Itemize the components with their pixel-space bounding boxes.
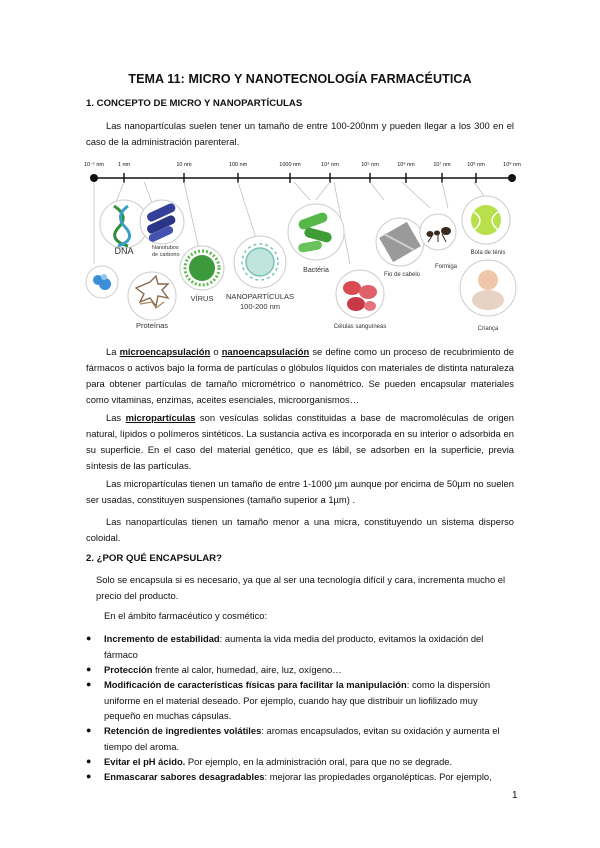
page-title: TEMA 11: MICRO Y NANOTECNOLOGÍA FARMACÉUTICA: [128, 72, 472, 86]
virus-image: [180, 246, 224, 290]
paragraph-scope: En el ámbito farmacéutico y cosmético:: [104, 610, 268, 621]
section-1-heading: 1. CONCEPTO DE MICRO Y NANOPARTÍCULAS: [86, 98, 303, 109]
label-child: Criança: [477, 326, 499, 332]
label-nanotubes-2: de carbono: [152, 252, 180, 258]
bacteria-image: [288, 204, 344, 260]
nanoparticles-image: [234, 236, 286, 288]
scale-label: 10⁶ nm: [397, 162, 415, 168]
hair-image: [376, 218, 424, 266]
proteins-image: [128, 272, 176, 320]
scale-label: 10⁸ nm: [467, 162, 485, 168]
section-2-heading: 2. ¿POR QUÉ ENCAPSULAR?: [86, 553, 222, 564]
bullet-item: ● Retención de ingredientes volátiles: aromas encapsulados, evitan su oxidación y aumenta el tiempo del aroma.: [86, 725, 500, 752]
scale-label: 100 nm: [228, 162, 248, 168]
label-bacteria: Bactéria: [303, 267, 329, 274]
bullet-item: ● Enmascarar sabores desagradables: mejorar las propiedades organolépticas. Por ejemplo,: [86, 771, 492, 782]
label-tennis-ball: Bola de ténis: [470, 250, 506, 256]
scale-label: 10⁻¹ nm: [84, 162, 105, 168]
term-nanoencapsulation: nanoencapsulación: [221, 346, 310, 357]
tennis-ball-image: [462, 196, 510, 244]
bullet-item: ● Modificación de características físicas para facilitar la manipulación: como la dispersión uniforme en el material deseado. Por ejemplo, cuando hay que distribuir un liofilizado muy pequeño en muchas cápsulas.: [86, 679, 491, 721]
paragraph-nanoparticle-colloid: Las nanopartículas tienen un tamaño menor a una micra, constituyendo un sistema disperso coloidal.: [86, 516, 514, 543]
label-nanoparticles-1: NANOPARTÍCULAS: [225, 292, 295, 301]
bullet-item: ● Evitar el pH ácido. Por ejemplo, en la administración oral, para que no se degrade.: [86, 756, 453, 767]
paragraph-microparticle-size: Las micropartículas tienen un tamaño de entre 1-1000 µm aunque por encima de 50µm no suelen ser usadas, constituyen suspensiones (tamaño superior a 1µm) .: [86, 478, 514, 505]
water-molecule-image: [86, 266, 118, 298]
label-proteins: Proteínas: [135, 321, 169, 330]
paragraph-nanoparticle-size: Las nanopartículas suelen tener un tamaño de entre 100-200nm y pueden llegar a los 300 en el caso de la administración parenteral.: [86, 120, 514, 147]
bullet-item: ● Incremento de estabilidad: aumenta la vida media del producto, evitamos la oxidación del fármaco: [86, 633, 484, 660]
scale-end-dot: [508, 174, 516, 182]
label-nanotubes-1: Nanotubos: [152, 245, 179, 251]
term-microencapsulation: microencapsulación: [119, 346, 211, 357]
nanotubes-image: [140, 200, 184, 244]
scale-label: 10⁹ nm: [503, 162, 521, 168]
size-scale-figure: [84, 156, 524, 342]
label-blood-cells: Células sanguíneas: [333, 324, 387, 330]
scale-labels: [84, 161, 521, 168]
label-virus: VÍRUS: [190, 294, 214, 303]
label-nanoparticles-2: 100-200 nm: [239, 302, 281, 311]
ant-image: [420, 214, 456, 250]
scale-label: 1 nm: [117, 162, 131, 168]
blood-cells-image: [336, 270, 384, 318]
label-hair: Fio de cabelo: [383, 272, 421, 278]
scale-label: 10⁵ nm: [361, 162, 379, 168]
paragraph-microparticles: Las micropartículas son vesículas solidas constituidas a base de macromoléculas de origen natural, lípidos o polímeros sintéticos. La sustancia activa es incorporada en su interior o adsorbida en su superficie. En el caso del material genético, que es lábil, se adsorben en la superficie, previa síntesis de las partículas.: [86, 412, 514, 471]
scale-start-dot: [90, 174, 98, 182]
label-dna: DNA: [114, 246, 134, 256]
scale-label: 10⁴ nm: [321, 162, 339, 168]
page-number: 1: [512, 790, 518, 801]
scale-label: 1000 nm: [279, 162, 301, 168]
bullet-item: ● Protección frente al calor, humedad, aire, luz, oxígeno…: [86, 664, 342, 675]
paragraph-why-encapsulate: Solo se encapsula si es necesario, ya que al ser una tecnología difícil y cara, incrementa mucho el precio del producto.: [96, 574, 506, 601]
term-microparticles: micropartículas: [125, 412, 196, 423]
paragraph-encapsulation: La microencapsulación o nanoencapsulación se define como un proceso de recubrimiento de fármacos o activos bajo la forma de partículas o glóbulos líquidos con materiales de distinta naturaleza para obtener partículas de tamaño micrométrico o nanométrico. Se pueden encapsular materiales como vitaminas, enzimas, aceites esenciales, microorganismos…: [86, 346, 514, 405]
label-ant: Formiga: [434, 264, 458, 270]
scale-label: 10 nm: [176, 162, 192, 168]
child-image: [460, 260, 516, 316]
scale-label: 10⁷ nm: [433, 162, 451, 168]
